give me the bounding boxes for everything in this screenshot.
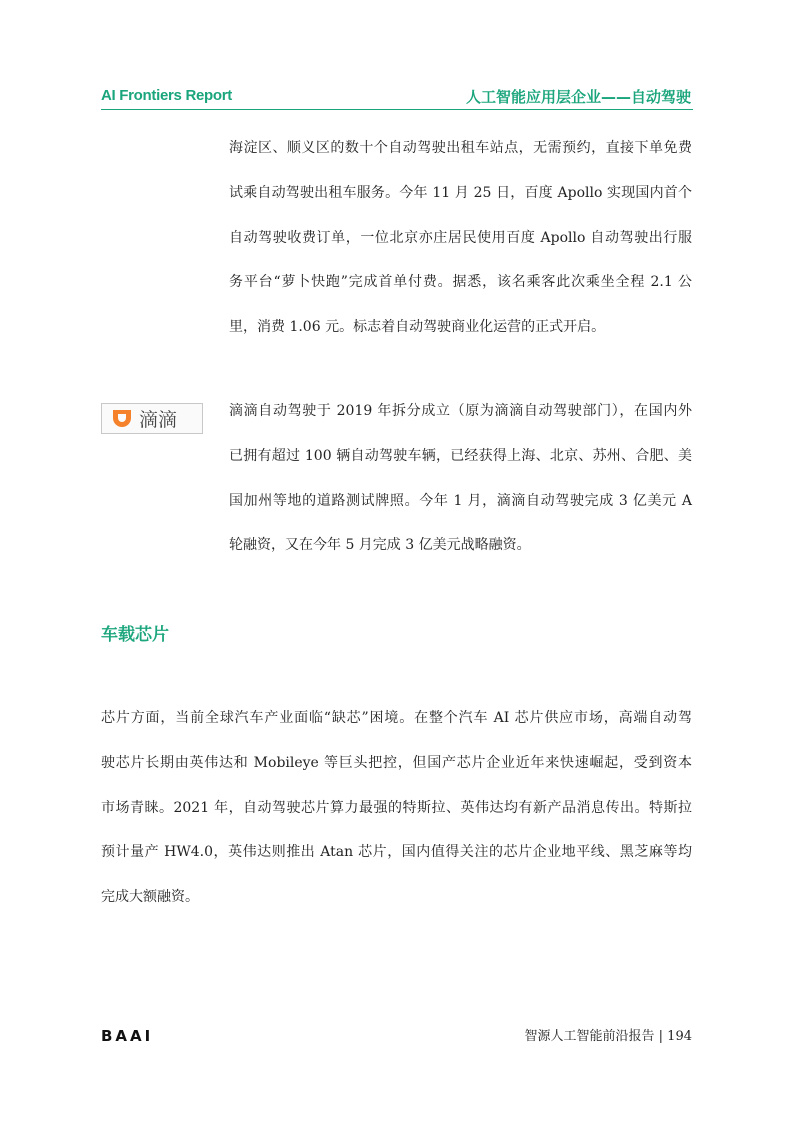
header-divider (101, 109, 693, 110)
text-line: 国加州等地的道路测试牌照。今年 1 月，滴滴自动驾驶完成 3 亿美元 A (229, 492, 692, 509)
text-line: 试乘自动驾驶出租车服务。今年 11 月 25 日，百度 Apollo 实现国内首个 (229, 184, 692, 201)
section-heading: 车载芯片 (101, 625, 169, 645)
text-line: 海淀区、顺义区的数十个自动驾驶出租车站点，无需预约，直接下单免费 (229, 140, 692, 156)
text-line: 驶芯片长期由英伟达和 Mobileye 等巨头把控，但国产芯片企业近年来快速崛起，受到资本 (101, 754, 692, 771)
didi-logo (101, 403, 203, 434)
baidu-paragraph (229, 138, 692, 362)
didi-logo-text: 滴滴 (139, 409, 178, 431)
text-line: 预计量产 HW4.0，英伟达则推出 Atan 芯片，国内值得关注的芯片企业地平线、黑芝麻等均 (101, 844, 692, 861)
footer-page-info: 智源人工智能前沿报告 | 194 (524, 1029, 692, 1044)
text-line: 芯片方面，当前全球汽车产业面临“缺芯”困境。在整个汽车 AI 芯片供应市场，高端自动驾 (101, 710, 692, 726)
baai-logo: BAAI (101, 1027, 154, 1045)
text-line: 里，消费 1.06 元。标志着自动驾驶商业化运营的正式开启。 (229, 319, 606, 336)
text-line: 务平台“萝卜快跑”完成首单付费。据悉，该名乘客此次乘坐全程 2.1 公 (229, 274, 692, 291)
text-line: 已拥有超过 100 辆自动驾驶车辆，已经获得上海、北京、苏州、合肥、美 (229, 447, 692, 464)
didi-paragraph (229, 401, 692, 580)
report-title: AI Frontiers Report (101, 87, 232, 104)
text-line: 市场青睐。2021 年，自动驾驶芯片算力最强的特斯拉、英伟达均有新产品消息传出。特斯拉 (101, 799, 692, 816)
text-line: 滴滴自动驾驶于 2019 年拆分成立（原为滴滴自动驾驶部门），在国内外 (229, 403, 692, 419)
didi-logo-icon (111, 409, 133, 429)
text-line: 完成大额融资。 (101, 889, 199, 906)
text-line: 自动驾驶收费订单，一位北京亦庄居民使用百度 Apollo 自动驾驶出行服 (229, 229, 692, 246)
text-line: 轮融资，又在今年 5 月完成 3 亿美元战略融资。 (229, 537, 531, 554)
section-title: 人工智能应用层企业——自动驾驶 (465, 88, 691, 106)
chip-paragraph (101, 708, 692, 932)
